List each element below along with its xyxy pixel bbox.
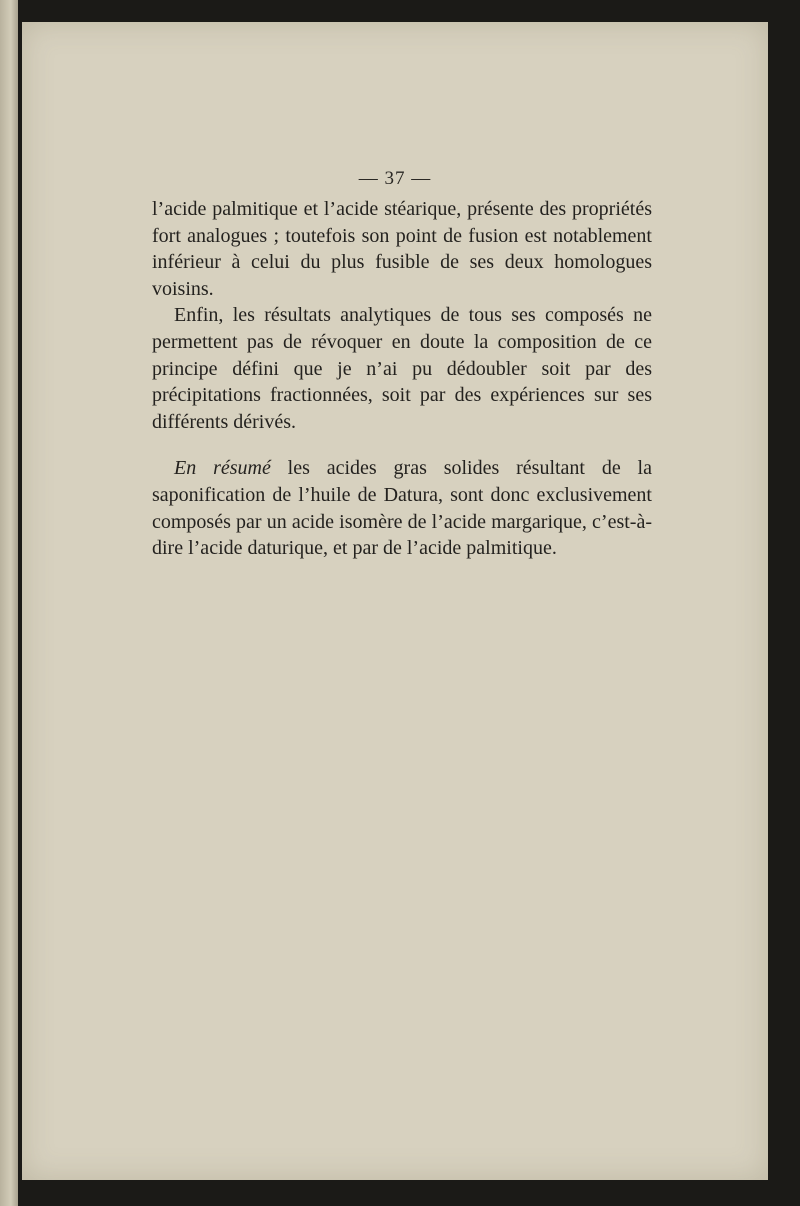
body-text [152,196,652,562]
paragraph-2: Enfin, les résultats analytiques de tous ses composés ne permettent pas de révoquer en doute la composition de ce principe défini que je n’ai pu dédoubler soit par des précipitations fractionnées, soit par des expériences sur ses différents dérivés. [152,304,652,433]
page-number: — 37 — [358,168,432,189]
paragraph-3-text: les acides gras solides résultant de la saponification de l’huile de Datura, sont donc exclusivement composés par un acide isomère de l’acide margarique, c’est-à-dire l’acide daturique, et par de l’acide palmitique. [152,457,652,560]
paragraph-1: l’acide palmitique et l’acide stéarique, présente des propriétés fort analogues ; toutefois son point de fusion est notablement inférieur à celui du plus fusible de ses deux homologues voisins. [152,198,652,300]
book-page [22,22,768,1180]
previous-page-edge [0,0,18,1206]
paragraph-3 [152,455,652,561]
paragraph-3-emphasis: En résumé [174,457,271,480]
